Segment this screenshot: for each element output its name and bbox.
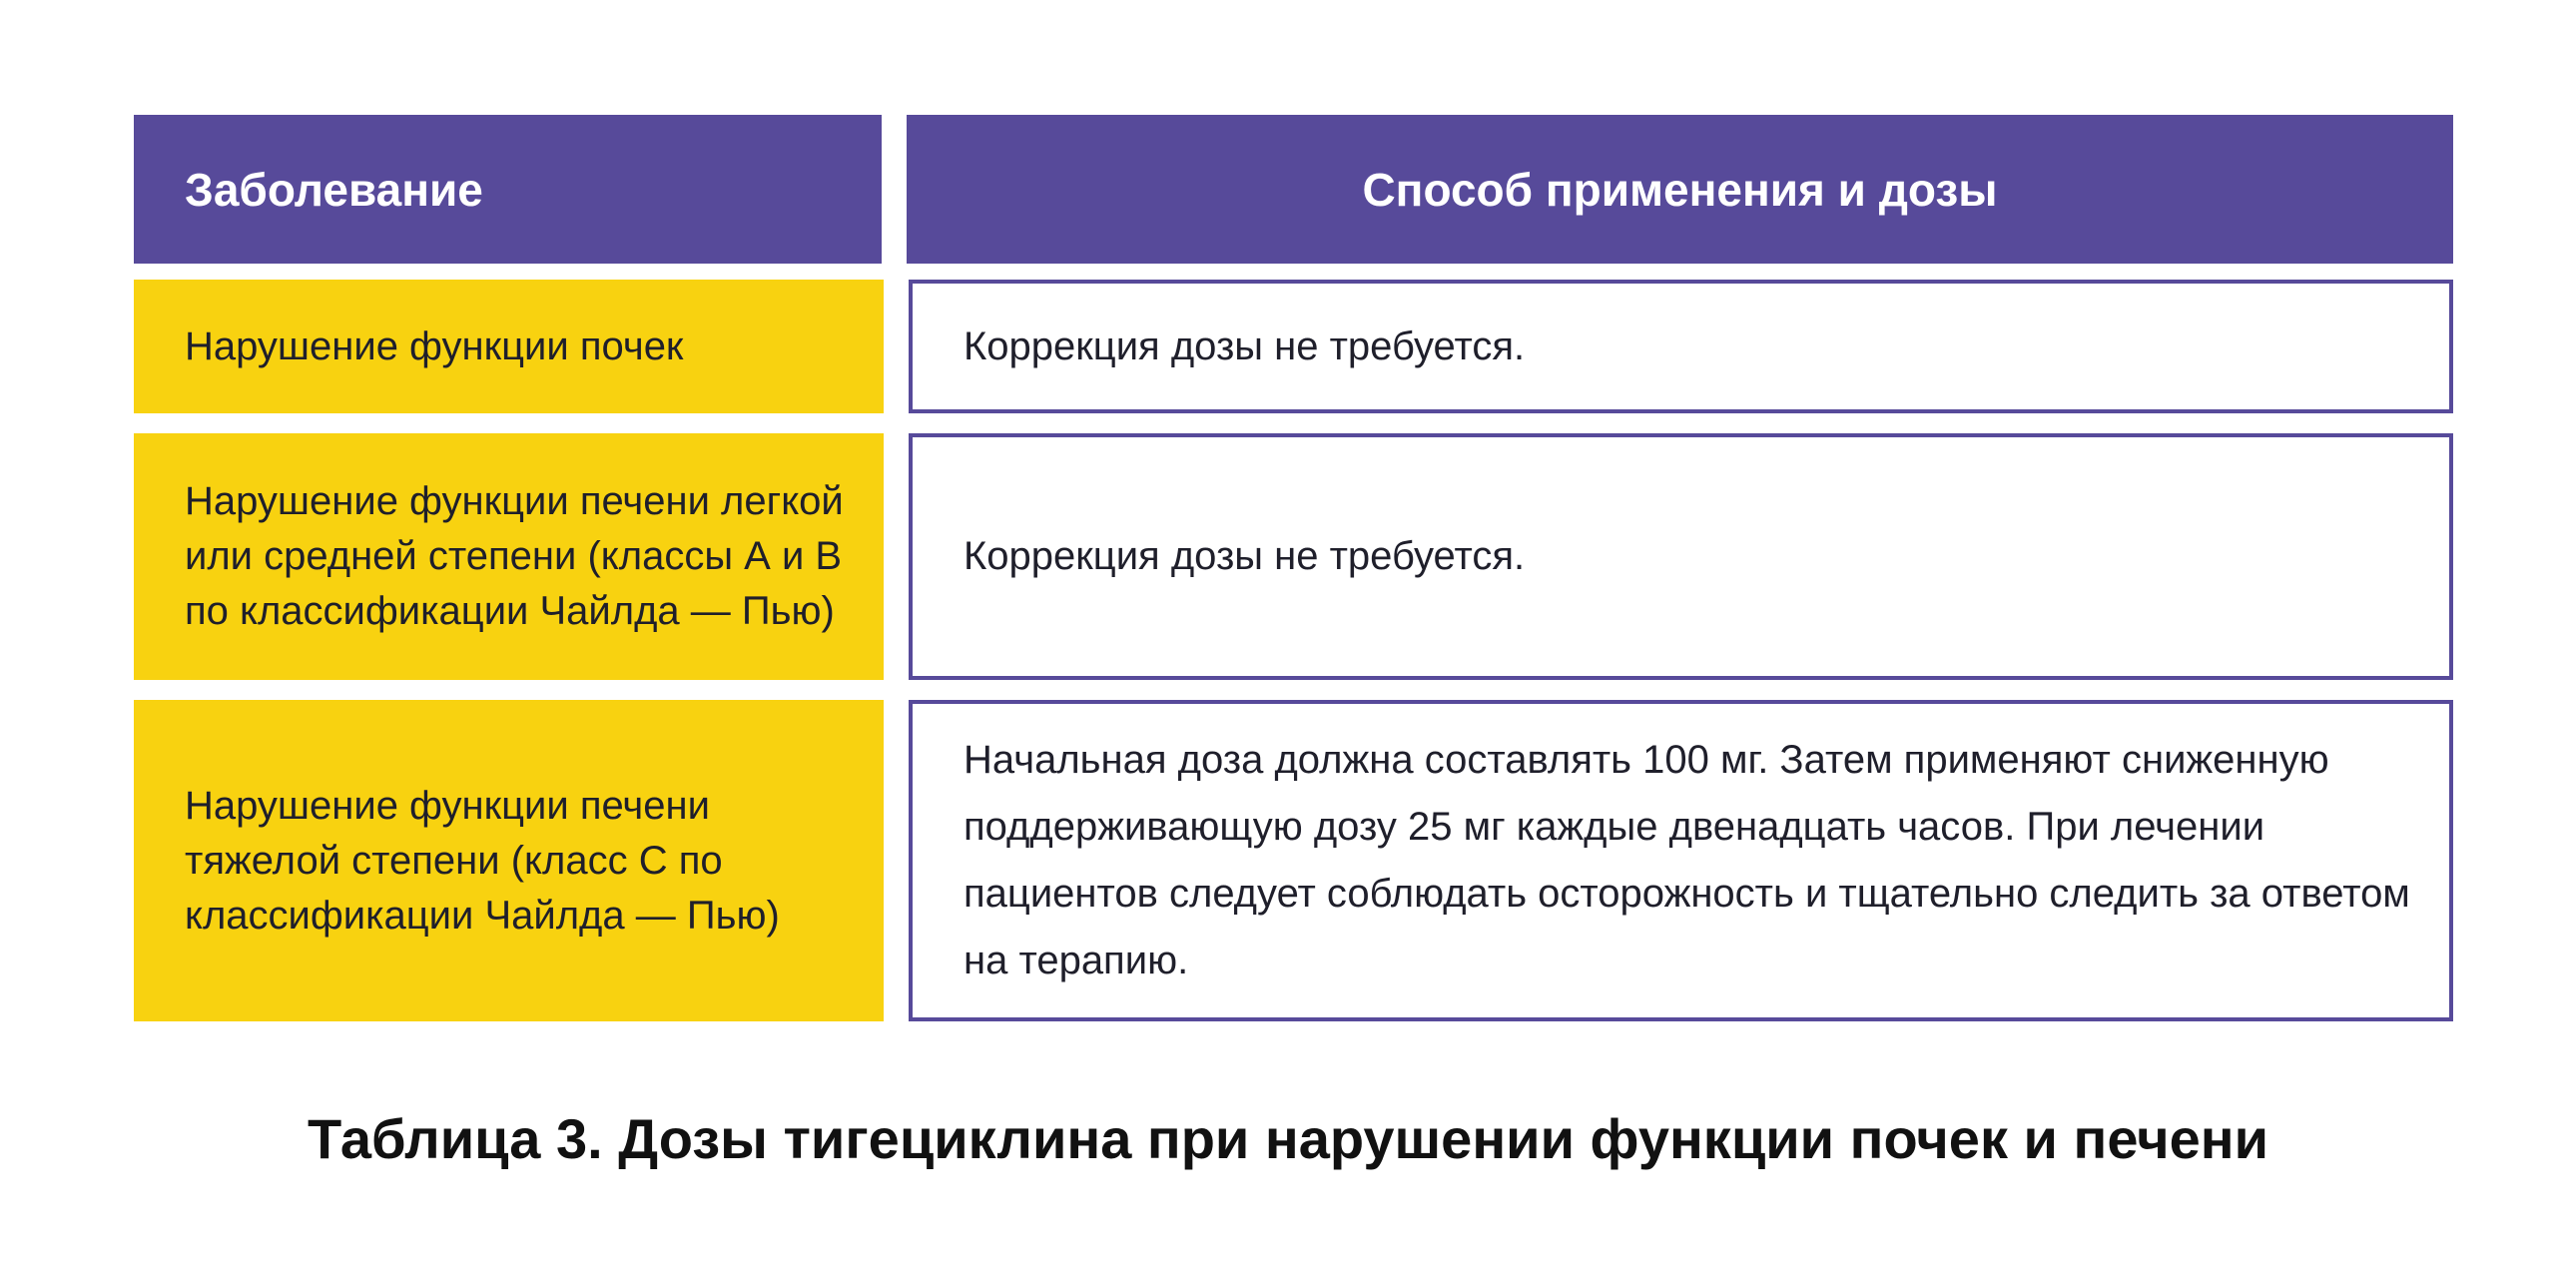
row-3-condition-text: Нарушение функции печени тяжелой степени (класс С по классификации Чайлда — Пью) bbox=[185, 783, 780, 938]
header-dosing bbox=[907, 115, 2453, 264]
row-1-dosing bbox=[909, 280, 2453, 413]
row-2-dosing bbox=[909, 433, 2453, 680]
row-2-condition bbox=[134, 433, 884, 680]
row-2-condition-text: Нарушение функции печени легкой или средней степени (классы А и В по классификации Чайлда — Пью) bbox=[185, 479, 844, 633]
header-disease bbox=[134, 115, 882, 264]
row-1-dosing-text: Коррекция дозы не требуется. bbox=[964, 323, 1526, 368]
table-caption: Таблица 3. Дозы тигециклина при нарушении функции почек и печени bbox=[308, 1107, 2268, 1170]
row-2-dosing-text: Коррекция дозы не требуется. bbox=[964, 534, 1526, 578]
row-3-dosing-text: Начальная доза должна составлять 100 мг. Затем применяют сниженную поддерживающую дозу 25 мг каждые двенадцать часов. При лечении пациентов следует соблюдать осторожность и тщательно следить за ответом на терапию. bbox=[964, 738, 2410, 982]
row-3-dosing bbox=[909, 700, 2453, 1021]
row-1-condition bbox=[134, 280, 884, 413]
header-disease-label: Заболевание bbox=[185, 163, 483, 216]
row-3-condition bbox=[134, 700, 884, 1021]
row-1-condition-text: Нарушение функции почек bbox=[185, 323, 684, 368]
header-dosing-label: Способ применения и дозы bbox=[1362, 163, 1998, 216]
